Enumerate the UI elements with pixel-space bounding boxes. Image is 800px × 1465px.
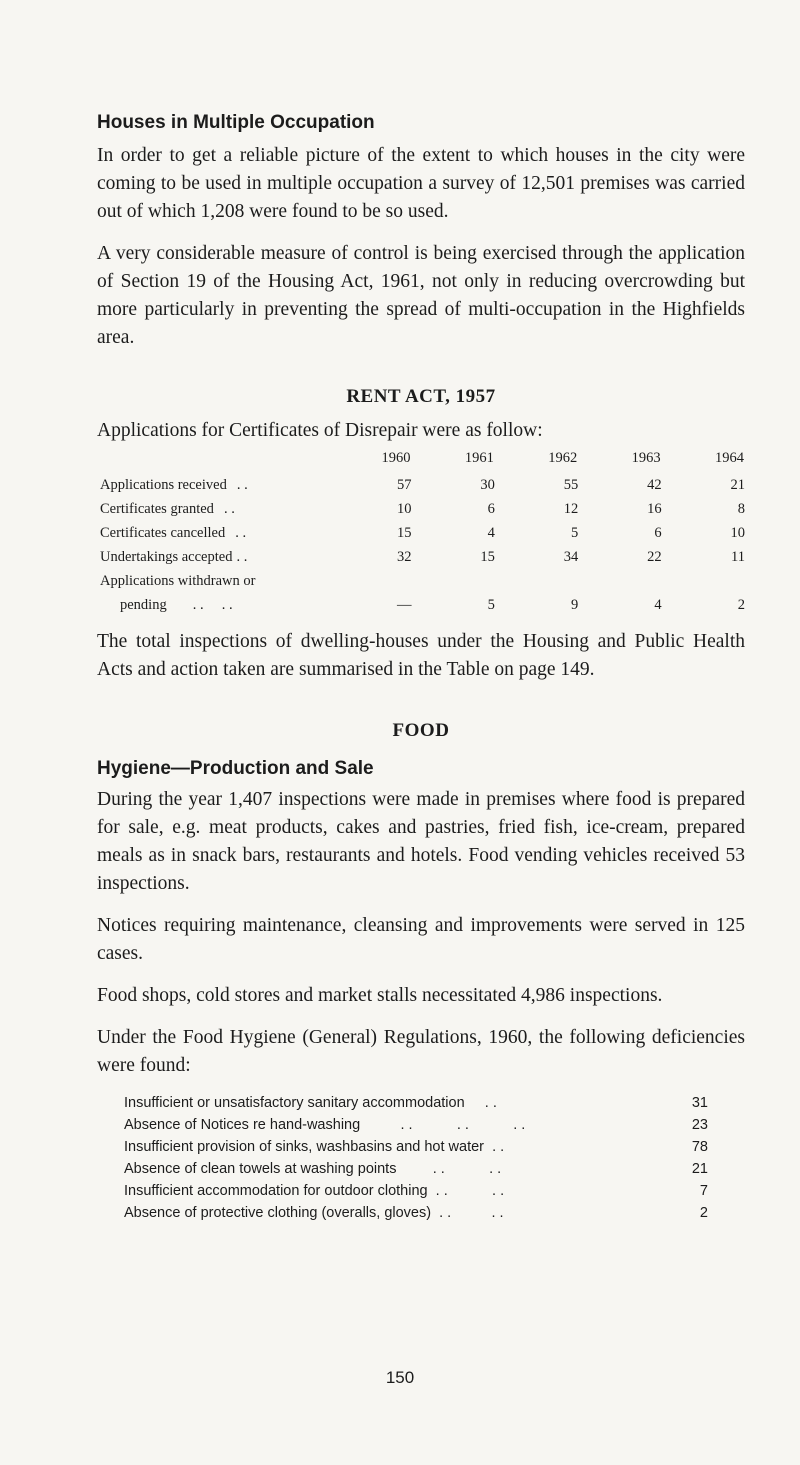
table-row: [124, 1092, 708, 1114]
deficiency-label: Absence of clean towels at washing points . . . .: [124, 1161, 502, 1177]
year-header: 1961: [464, 449, 494, 466]
cell-value: 30: [480, 477, 495, 493]
cell-value: 2: [737, 597, 745, 613]
cell-value: 15: [480, 549, 495, 565]
deficiency-label: Insufficient accommodation for outdoor clothing . . . .: [124, 1183, 505, 1199]
year-header: 1963: [631, 449, 661, 466]
leader-dots: . . . .: [192, 597, 233, 613]
cell-value: 32: [397, 549, 412, 565]
rent-intro: Applications for Certificates of Disrepair were as follow:: [97, 420, 543, 441]
cell-value: 16: [647, 501, 662, 517]
rent-table: [100, 446, 745, 614]
cell-value: 22: [647, 549, 662, 565]
leader-dots: . .: [235, 525, 247, 541]
cell-value: —: [397, 597, 412, 613]
deficiency-label: Absence of Notices re hand-washing . . . . . .: [124, 1117, 526, 1133]
cell-value: 55: [563, 477, 579, 493]
table-row: [100, 518, 745, 542]
row-label: pending: [120, 597, 167, 613]
deficiency-count: 23: [691, 1117, 708, 1133]
cell-value: 21: [730, 477, 745, 493]
cell-value: 42: [647, 477, 662, 493]
paragraph-survey: In order to get a reliable picture of the extent to which houses in the city were coming to be used in multiple occupation a survey of 12,501 premises was carried out of which 1,208 were found to be so used.: [97, 145, 745, 222]
table-row: [124, 1180, 708, 1202]
rent-table-header: [100, 446, 745, 470]
table-row: [100, 566, 745, 590]
document-page: [97, 112, 745, 1224]
deficiencies-table: [124, 1092, 708, 1224]
row-label: Applications withdrawn or: [100, 573, 256, 589]
cell-value: 11: [731, 549, 745, 565]
table-row: [124, 1136, 708, 1158]
cell-value: 4: [487, 525, 495, 541]
table-row: [100, 542, 745, 566]
row-label: Applications received: [100, 477, 227, 493]
leader-dots: . .: [236, 549, 248, 565]
deficiency-count: 78: [691, 1139, 708, 1155]
food-subheading: Hygiene—Production and Sale: [97, 758, 374, 779]
year-header: 1964: [715, 449, 744, 466]
table-row: [124, 1114, 708, 1136]
paragraph-control: A very considerable measure of control is being exercised through the application of Section 19 of the Housing Act, 1961, not only in reducing overcrowding but more particularly in preventing the spread of multi-occupation in the Highfields area.: [97, 243, 745, 348]
year-header: 1962: [548, 449, 578, 466]
cell-value: 6: [654, 525, 662, 541]
cell-value: 5: [570, 525, 579, 541]
cell-value: 8: [737, 501, 745, 517]
cell-value: 6: [487, 501, 495, 517]
cell-value: 12: [563, 501, 579, 517]
cell-value: 34: [563, 549, 579, 565]
row-label: Certificates granted: [100, 501, 214, 517]
page-number: 150: [385, 1368, 415, 1387]
row-label: Undertakings accepted: [100, 549, 233, 565]
cell-value: 9: [570, 597, 579, 613]
paragraph-notices: Notices requiring maintenance, cleansing and improvements were served in 125 cases.: [97, 915, 745, 964]
deficiency-label: Insufficient or unsatisfactory sanitary accommodation . .: [124, 1095, 497, 1111]
cell-value: 57: [397, 477, 412, 493]
deficiency-count: 2: [699, 1205, 708, 1221]
year-header: 1960: [381, 449, 411, 466]
paragraph-food-inspections: During the year 1,407 inspections were made in premises where food is prepared for sale, e.g. meat products, cakes and pastries, fried fish, ice-cream, prepared meals as in snack bars, restaurants and hotels. Food vending vehicles received 53 inspections.: [97, 789, 745, 894]
deficiency-count: 21: [691, 1161, 708, 1177]
paragraph-regulations: Under the Food Hygiene (General) Regulations, 1960, the following deficiencies were found:: [97, 1027, 745, 1076]
paragraph-food-shops: Food shops, cold stores and market stalls necessitated 4,986 inspections.: [97, 985, 663, 1006]
section-heading: Houses in Multiple Occupation: [97, 112, 375, 133]
table-row: [124, 1158, 708, 1180]
leader-dots: . .: [236, 477, 248, 493]
table-row: [100, 494, 745, 518]
cell-value: 15: [397, 525, 412, 541]
cell-value: 10: [397, 501, 412, 517]
leader-dots: . .: [223, 501, 235, 517]
row-label: Certificates cancelled: [100, 525, 226, 541]
deficiency-label: Absence of protective clothing (overalls, gloves) . . . .: [124, 1205, 504, 1221]
deficiency-label: Insufficient provision of sinks, washbasins and hot water . .: [124, 1139, 505, 1155]
cell-value: 10: [730, 525, 745, 541]
deficiency-count: 31: [691, 1095, 708, 1111]
table-row: [100, 590, 745, 614]
table-row: [100, 470, 745, 494]
cell-value: 4: [654, 597, 662, 613]
paragraph-inspections-summary: The total inspections of dwelling-houses under the Housing and Public Health Acts and action taken are summarised in the Table on page 149.: [97, 631, 745, 680]
deficiency-count: 7: [699, 1183, 708, 1199]
food-title: FOOD: [392, 720, 450, 741]
table-row: [124, 1202, 708, 1224]
cell-value: 5: [487, 597, 495, 613]
rent-act-title: RENT ACT, 1957: [346, 386, 496, 407]
